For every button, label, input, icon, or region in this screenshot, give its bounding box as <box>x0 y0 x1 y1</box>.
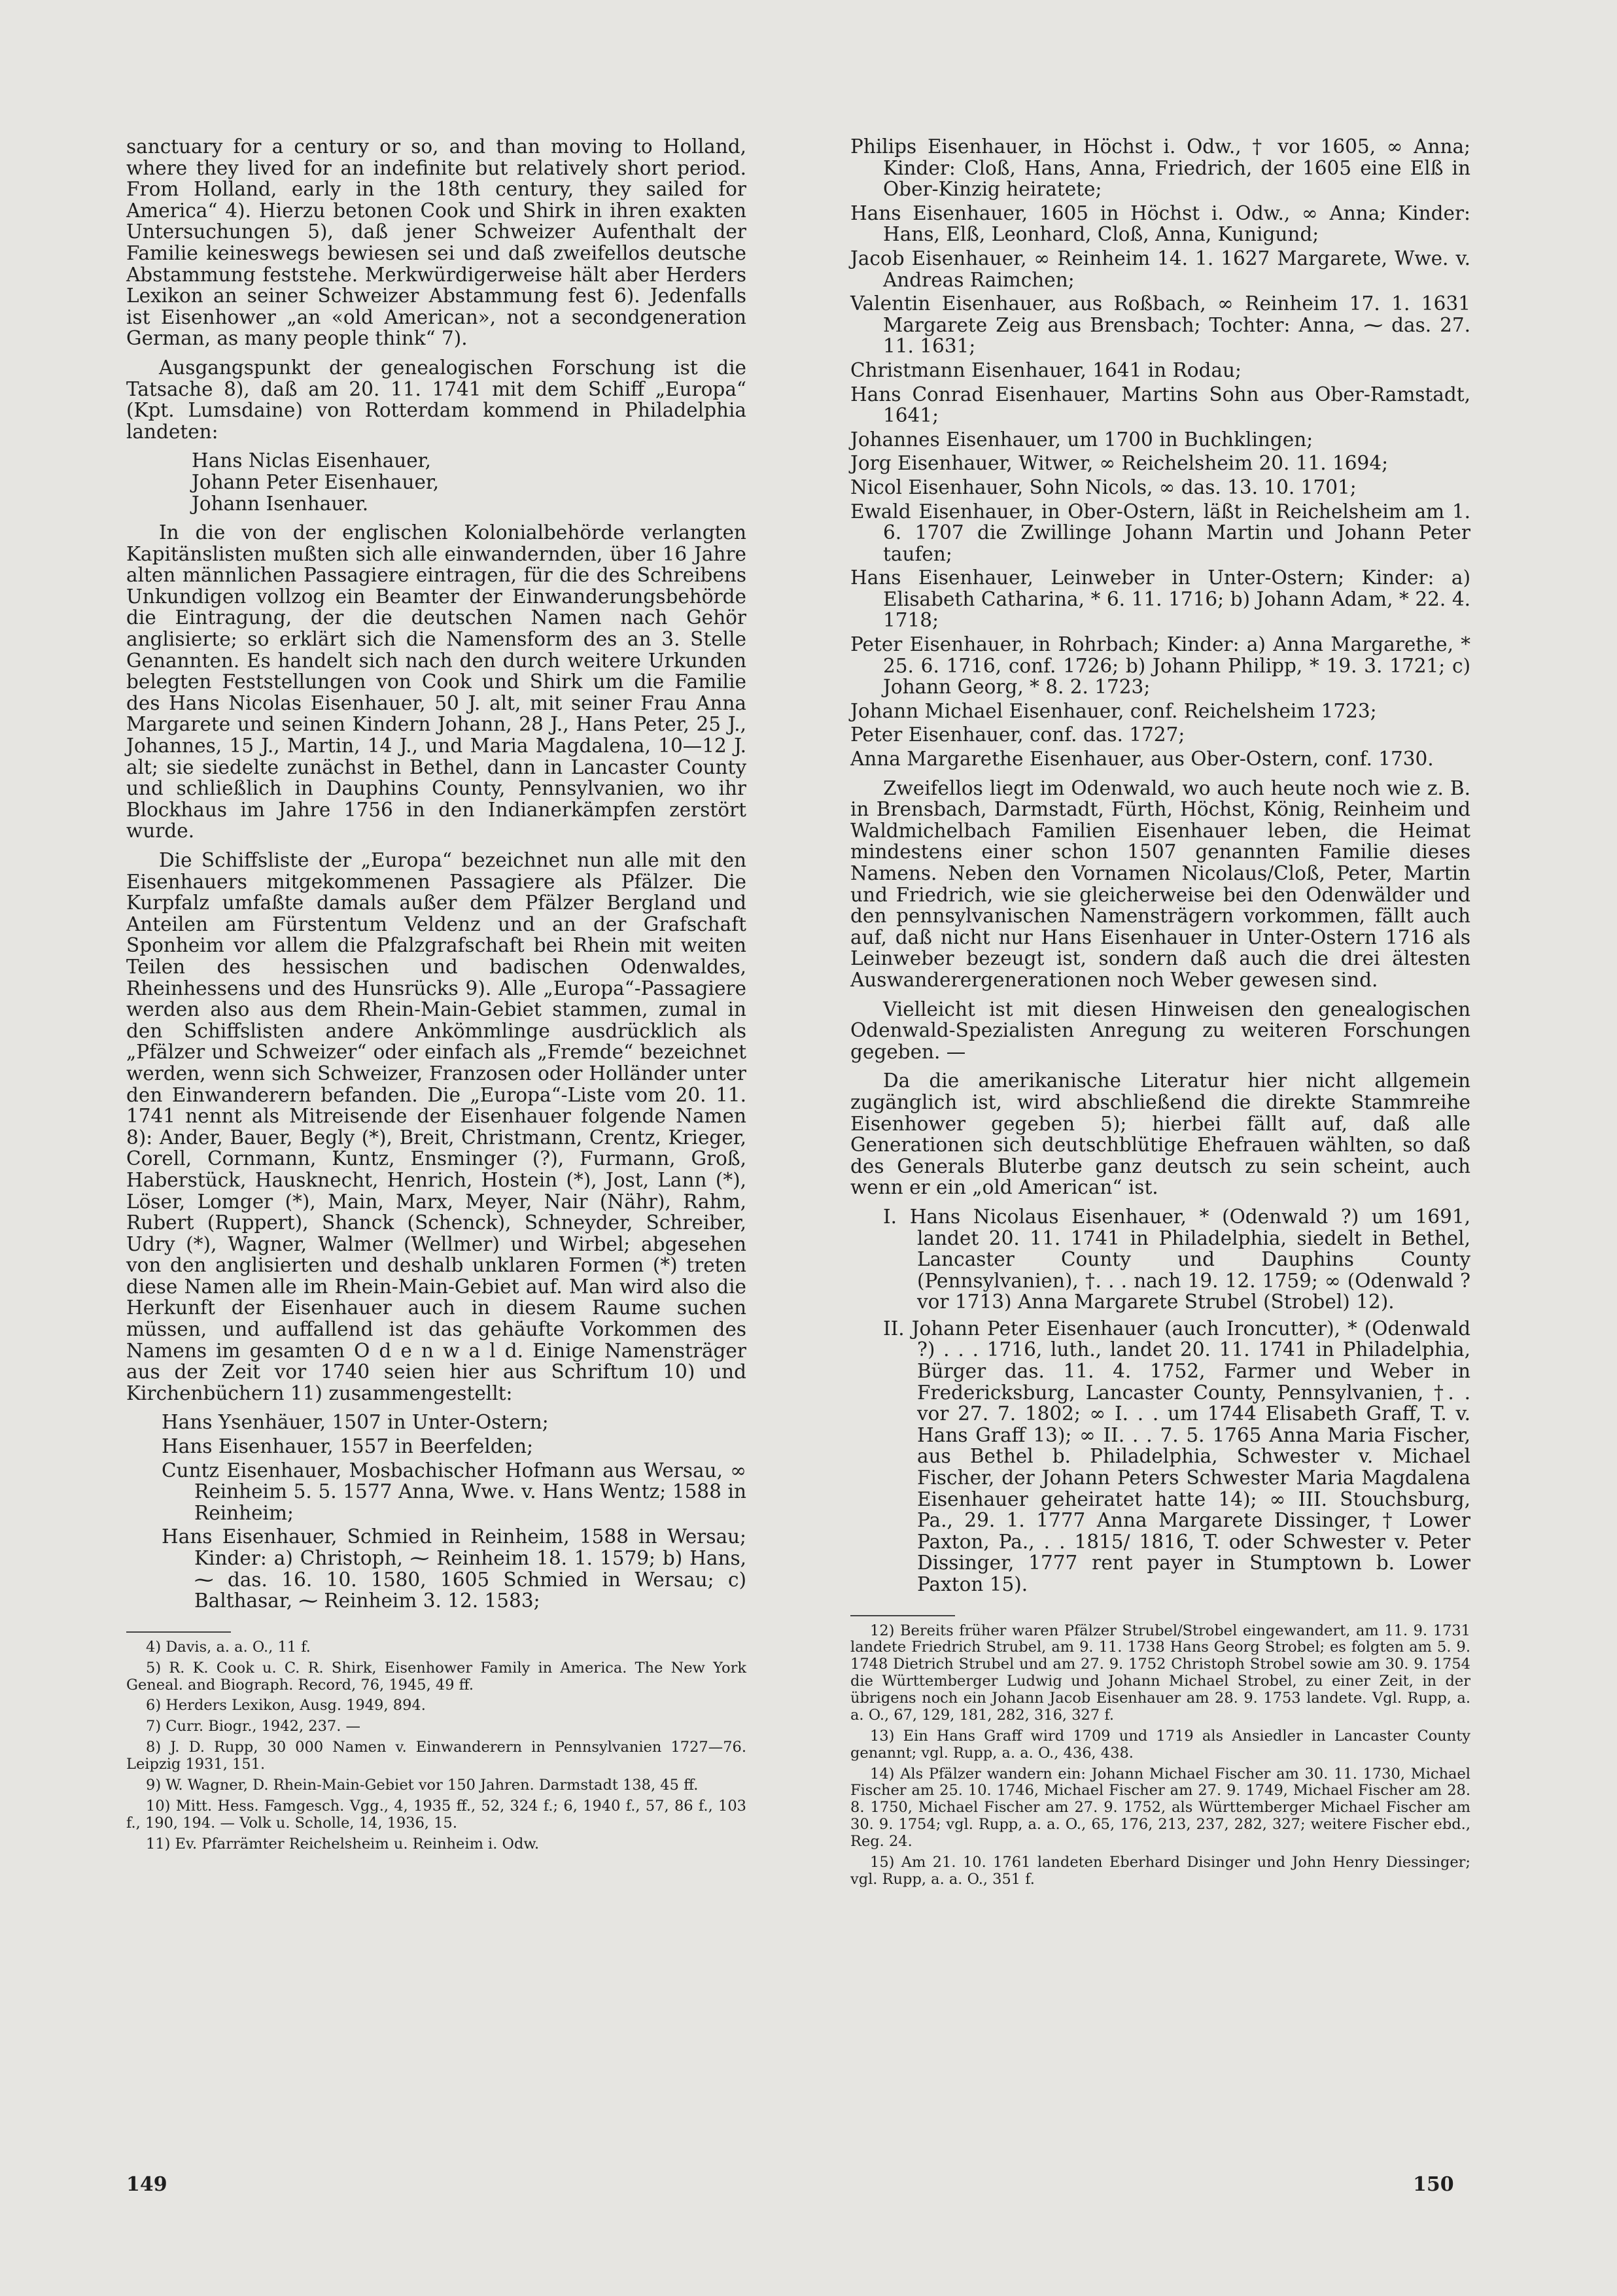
page-number: 149 <box>126 2173 167 2196</box>
record-item: Hans Eisenhauer, Leinweber in Unter-Ostern; Kinder: a) Elisabeth Catharina, * 6. 11. 1716; b) Johann Adam, * 22. 4. 1718; <box>850 566 1470 632</box>
footnote: 10) Mitt. Hess. Famgesch. Vgg., 4, 1935 ff., 52, 324 f.; 6, 1940 f., 57, 86 f., 103 f., 190, 194. — Volk u. Scholle, 14, 1936, 15. <box>126 1797 746 1832</box>
record-item: Hans Ysenhäuer, 1507 in Unter-Ostern; <box>162 1411 549 1434</box>
record-item: Ewald Eisenhauer, in Ober-Ostern, läßt in Reichelsheim am 1. 6. 1707 die Zwillinge Johann Martin und Johann Peter taufen; <box>850 500 1470 565</box>
record-item: Anna Margarethe Eisenhauer, aus Ober-Ostern, conf. 1730. <box>850 748 1434 771</box>
footnotes <box>126 1639 746 1853</box>
footnote: 14) Als Pfälzer wandern ein: Johann Michael Fischer am 30. 11. 1730, Michael Fischer am 25. 10. 1746, Michael Fischer am 27. 9. 1749, Michael Fischer am 28. 8. 1750, Michael Fischer am 27. 9. 1752, als Württemberger Michael Fischer am 30. 9. 1754; vgl. Rupp, a. a. O., 65, 176, 213, 237, 282, 327; weitere Fischer ebd., Reg. 24. <box>850 1765 1470 1851</box>
footnote: 13) Ein Hans Graff wird 1709 und 1719 als Ansiedler in Lancaster County genannt; vgl. Rupp, a. a. O., 436, 438. <box>850 1727 1470 1762</box>
footnote: 15) Am 21. 10. 1761 landeten Eberhard Disinger und John Henry Diessinger; vgl. Rupp, a. a. O., 351 f. <box>850 1853 1470 1888</box>
record-item: Hans Eisenhauer, 1557 in Beerfelden; <box>162 1435 534 1458</box>
record-list <box>162 1412 746 1611</box>
record-item: Hans Eisenhauer, 1605 in Höchst i. Odw., ∞ Anna; Kinder: Hans, Elß, Leonhard, Cloß, Anna, Kunigund; <box>850 201 1470 246</box>
record-item: Johann Michael Eisenhauer, conf. Reichelsheim 1723; <box>850 699 1377 722</box>
paragraph: Die Schiffsliste der „Europa“ bezeichnet nun alle mit den Eisenhauers mitgekommenen Passagiere als Pfälzer. Die Kurpfalz umfaßte damals außer dem Pfälzer Bergland und Anteilen am Fürstentum Veldenz und an der Grafschaft Sponheim vor allem die Pfalzgrafschaft bei Rhein mit weiten Teilen des hessischen und badischen Odenwaldes, Rheinhessens und des Hunsrücks 9). Alle „Europa“-Passagiere werden also aus dem Rhein-Main-Gebiet stammen, zumal in den Schiffslisten andere Ankömmlinge ausdrücklich als „Pfälzer und Schweizer“ oder einfach als „Fremde“ bezeichnet werden, wenn sich Schweizer, Franzosen oder Holländer unter den Einwanderern befanden. Die „Europa“-Liste vom 20. 11. 1741 nennt als Mitreisende der Eisenhauer folgende Namen 8): Ander, Bauer, Begly (*), Breit, Christmann, Crentz, Krieger, Corell, Cornmann, Kuntz, Ensminger (?), Furmann, Groß, Haberstück, Hausknecht, Henrich, Hostein (*), Jost, Lann (*), Löser, Lomger (*), Main, Marx, Meyer, Nair (Nähr), Rahm, Rubert (Ruppert), Shanck (Schenck), Schneyder, Schreiber, Udry (*), Wagner, Walmer (Wellmer) und Wirbel; abgesehen von den anglisierten und deshalb unklaren Formen (*) treten diese Namen alle im Rhein-Main-Gebiet auf. Man wird also die Herkunft der Eisenhauer auch in diesem Raume suchen müssen, und auffallend ist das gehäufte Vorkommen des Namens im gesamten O d e n w a l d. Einige Namensträger aus der Zeit vor 1740 seien hier aus Schriftum 10) und Kirchenbüchern 11) zusammengestellt: <box>126 849 746 1404</box>
record-item: Christmann Eisenhauer, 1641 in Rodau; <box>850 358 1242 381</box>
footnotes <box>850 1623 1470 1888</box>
footnote: 6) Herders Lexikon, Ausg. 1949, 894. <box>146 1697 426 1714</box>
paragraph: Vielleicht ist mit diesen Hinweisen den genealogischen Odenwald-Spezialisten Anregung zu weiteren Forschungen gegeben. — <box>850 998 1470 1063</box>
record-item: Jorg Eisenhauer, Witwer, ∞ Reichelsheim 20. 11. 1694; <box>850 452 1389 475</box>
footnote: 11) Ev. Pfarrämter Reichelsheim u. Reinheim i. Odw. <box>146 1835 540 1852</box>
record-item: Johannes Eisenhauer, um 1700 in Buchklingen; <box>850 428 1313 451</box>
footnote-divider <box>850 1615 955 1616</box>
paragraph: sanctuary for a century or so, and than moving to Holland, where they lived for an indefinite but relatively short period. From Holland, early in the 18th century, they sailed for America“ 4). Hierzu betonen Cook und Shirk in ihren exakten Untersuchungen 5), daß jener Schweizer Aufenthalt der Familie keineswegs bewiesen sei und daß zweifellos deutsche Abstammung feststehe. Merkwürdigerweise hält aber Herders Lexikon an seiner Schweizer Abstammung fest 6). Jedenfalls ist Eisenhower „an «old American», not a secondgeneration German, as many people think“ 7). <box>126 135 746 350</box>
paragraph: Zweifellos liegt im Odenwald, wo auch heute noch wie z. B. in Brensbach, Darmstadt, Fürth, Höchst, König, Reinheim und Waldmichelbach Familien Eisenhauer leben, die Heimat mindestens einer schon 1507 genannten Familie dieses Namens. Neben den Vornamen Nicolaus/Cloß, Peter, Martin und Friedrich, wie sie gleicherweise bei den Odenwälder und den pennsylvanischen Namensträgern vorkommen, fällt auch auf, daß nicht nur Hans Eisenhauer in Unter-Ostern 1716 als Leinweber bezeugt ist, sondern daß auch die drei ältesten Auswanderergenerationen noch Weber gewesen sind. <box>850 776 1470 991</box>
record-item: Nicol Eisenhauer, Sohn Nicols, ∞ das. 13. 10. 1701; <box>850 476 1357 498</box>
left-column <box>126 136 746 1856</box>
name-line: Johann Peter Eisenhauer, <box>192 470 440 493</box>
paragraph: In die von der englischen Kolonialbehörde verlangten Kapitänslisten mußten sich alle einwandernden, über 16 Jahre alten männlichen Passagiere eintragen, für die des Schreibens Unkundigen vollzog ein Beamter der Einwanderungsbehörde die Eintragung, der die deutschen Namen nach Gehör anglisierte; so erklärt sich die Namensform des an 3. Stelle Genannten. Es handelt sich nach den durch weitere Urkunden belegten Feststellungen von Cook und Shirk um die Familie des Hans Nicolas Eisenhauer, 50 J. alt, mit seiner Frau Anna Margarete und seinen Kindern Johann, 28 J., Hans Peter, 25 J., Johannes, 15 J., Martin, 14 J., und Maria Magdalena, 10—12 J. alt; sie siedelte zunächst in Bethel, dann in Lancaster County und schließlich in Dauphins County, Pennsylvanien, wo ihr Blockhaus im Jahre 1756 in den Indianerkämpfen zerstört wurde. <box>126 521 746 843</box>
name-line: Johann Isenhauer. <box>192 492 369 515</box>
footnote-divider <box>126 1631 231 1633</box>
footnote: 4) Davis, a. a. O., 11 f. <box>146 1638 311 1656</box>
generation-entry: II. Johann Peter Eisenhauer (auch Ironcutter), * (Odenwald ?) . . . 1716, luth., landet 20. 11. 1741 in Philadelphia, Bürger das. 11. 4. 1752, Farmer und Weber in Fredericksburg, Lancaster County, Pennsylvanien, †. . vor 27. 7. 1802; ∞ I. . . um 1744 Elisabeth Graff, T. v. Hans Graff 13); ∞ II. . . 7. 5. 1765 Anna Maria Fischer, aus Bethel b. Philadelphia, Schwester v. Michael Fischer, der Johann Peters Schwester Maria Magdalena Eisenhauer geheiratet hatte 14); ∞ III. Stouchsburg, Pa., 29. 1. 1777 Anna Margarete Dissinger, † Lower Paxton, Pa., . . 1815/ 1816, T. oder Schwester v. Peter Dissinger, 1777 rent payer in Stumptown b. Lower Paxton 15). <box>883 1317 1470 1595</box>
footnote: 7) Curr. Biogr., 1942, 237. — <box>146 1718 361 1735</box>
footnote: 8) J. D. Rupp, 30 000 Namen v. Einwanderern in Pennsylvanien 1727—76. Leipzig 1931, 151. <box>126 1739 746 1773</box>
right-column <box>850 136 1470 1892</box>
record-item: Hans Conrad Eisenhauer, Martins Sohn aus Ober-Ramstadt, 1641; <box>850 383 1470 427</box>
record-item: Jacob Eisenhauer, ∞ Reinheim 14. 1. 1627 Margarete, Wwe. v. Andreas Raimchen; <box>850 247 1470 291</box>
record-item: Cuntz Eisenhauer, Mosbachischer Hofmann aus Wersau, ∞ Reinheim 5. 5. 1577 Anna, Wwe. v. Hans Wentz; 1588 in Reinheim; <box>162 1459 746 1524</box>
footnote: 5) R. K. Cook u. C. R. Shirk, Eisenhower Family in America. The New York Geneal. and Biograph. Record, 76, 1945, 49 ff. <box>126 1659 746 1694</box>
paragraph: Da die amerikanische Literatur hier nicht allgemein zugänglich ist, wird abschließend die direkte Stammreihe Eisenhower gegeben 5); hierbei fällt auf, daß alle Generationen sich deutschblütige Ehefrauen wählten, so daß des Generals Bluterbe ganz deutsch zu sein scheint, auch wenn er ein „old American“ ist. <box>850 1070 1470 1199</box>
generation-entry: I. Hans Nicolaus Eisenhauer, * (Odenwald ?) um 1691, landet 20. 11. 1741 in Philadelphia, siedelt in Bethel, Lancaster County und Dauphins County (Pennsylvanien), †. . . nach 19. 12. 1759; ∞ (Odenwald ? vor 1713) Anna Margarete Strubel (Strobel) 12). <box>883 1205 1470 1313</box>
footnote: 12) Bereits früher waren Pfälzer Strubel/Strobel eingewandert, am 11. 9. 1731 landete Friedrich Strubel, am 9. 11. 1738 Hans Georg Strobel; es folgten am 5. 9. 1748 Dietrich Strubel und am 27. 9. 1752 Christoph Strobel sowie am 30. 9. 1754 die Württemberger Ludwig und Johann Michael Strobel, zu einer Zeit, in der übrigens noch ein Johann Jacob Eisenhauer am 28. 9. 1753 landete. Vgl. Rupp, a. a. O., 67, 129, 181, 282, 316, 327 f. <box>850 1622 1470 1724</box>
record-list <box>850 136 1470 770</box>
record-item: Valentin Eisenhauer, aus Roßbach, ∞ Reinheim 17. 1. 1631 Margarete Zeig aus Brensbach; Tochter: Anna, ⁓ das. 27. 11. 1631; <box>850 292 1470 358</box>
name-line: Hans Niclas Eisenhauer, <box>192 449 431 472</box>
page-number: 150 <box>1413 2173 1454 2196</box>
passenger-names <box>192 450 746 514</box>
paragraph: Ausgangspunkt der genealogischen Forschung ist die Tatsache 8), daß am 20. 11. 1741 mit dem Schiff „Europa“ (Kpt. Lumsdaine) von Rotterdam kommend in Philadelphia landeten: <box>126 356 746 443</box>
footnote: 9) W. Wagner, D. Rhein-Main-Gebiet vor 150 Jahren. Darmstadt 138, 45 ff. <box>146 1776 699 1794</box>
record-item: Hans Eisenhauer, Schmied in Reinheim, 1588 in Wersau; Kinder: a) Christoph, ⁓ Reinheim 18. 1. 1579; b) Hans, ⁓ das. 16. 10. 1580, 1605 Schmied in Wersau; c) Balthasar, ⁓ Reinheim 3. 12. 1583; <box>162 1525 746 1612</box>
record-item: Peter Eisenhauer, conf. das. 1727; <box>850 723 1185 746</box>
record-item: Peter Eisenhauer, in Rohrbach; Kinder: a) Anna Margarethe, * 25. 6. 1716, conf. 1726; b) Johann Philipp, * 19. 3. 1721; c) Johann Georg, * 8. 2. 1723; <box>850 633 1470 699</box>
record-item: Philips Eisenhauer, in Höchst i. Odw., † vor 1605, ∞ Anna; Kinder: Cloß, Hans, Anna, Friedrich, der 1605 eine Elß in Ober-Kinzig heiratete; <box>850 135 1470 201</box>
